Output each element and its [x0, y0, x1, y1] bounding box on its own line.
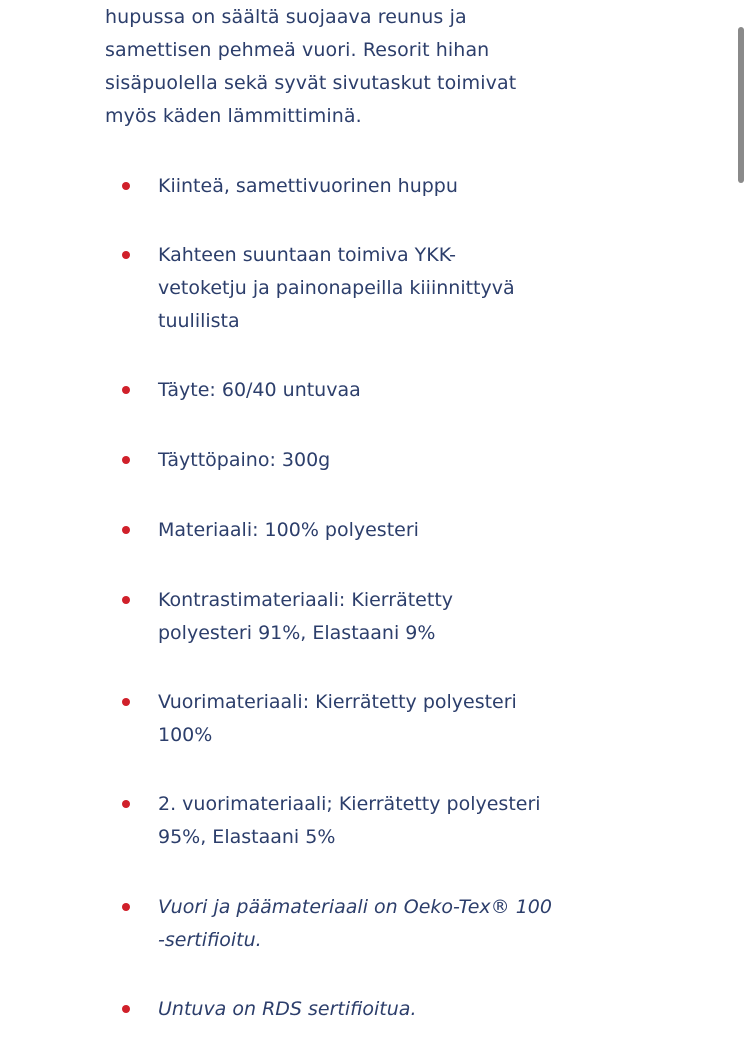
- list-item: [105, 891, 555, 957]
- list-item: [105, 686, 555, 752]
- feature-text: Materiaali: 100% polyesteri: [158, 519, 419, 541]
- list-item: [105, 788, 555, 854]
- scrollbar-thumb[interactable]: [738, 27, 744, 183]
- feature-text: Täyttöpaino: 300g: [158, 449, 331, 471]
- feature-text: Vuorimateriaali: Kierrätetty polyesteri 100%: [158, 691, 517, 746]
- feature-text: Täyte: 60/40 untuvaa: [158, 379, 361, 401]
- bullet-icon: [122, 182, 130, 190]
- feature-text: Untuva on RDS sertifioitua.: [158, 998, 417, 1020]
- list-item: [105, 239, 555, 338]
- list-item: [105, 444, 555, 477]
- bullet-icon: [122, 386, 130, 394]
- bullet-icon: [122, 596, 130, 604]
- bullet-icon: [122, 1005, 130, 1013]
- list-item: [105, 993, 555, 1026]
- list-item: [105, 584, 555, 650]
- feature-text: Kahteen suuntaan toimiva YKK-vetoketju ja painonapeilla kiiinnittyvä tuulilista: [158, 244, 515, 332]
- intro-paragraph: hupussa on säältä suojaava reunus ja samettisen pehmeä vuori. Resorit hihan sisäpuolella sekä syvät sivutaskut toimivat myös käden lämmittiminä.: [105, 6, 517, 127]
- list-item: [105, 514, 555, 547]
- feature-text: Kontrastimateriaali: Kierrätetty polyesteri 91%, Elastaani 9%: [158, 589, 454, 644]
- list-item: [105, 374, 555, 407]
- product-description: [105, 1, 545, 133]
- bullet-icon: [122, 251, 130, 259]
- bullet-icon: [122, 800, 130, 808]
- bullet-icon: [122, 456, 130, 464]
- bullet-icon: [122, 698, 130, 706]
- feature-text: 2. vuorimateriaali; Kierrätetty polyesteri 95%, Elastaani 5%: [158, 793, 541, 848]
- list-item: [105, 170, 555, 203]
- bullet-icon: [122, 526, 130, 534]
- feature-text: Vuori ja päämateriaali on Oeko-Tex® 100 -sertifioitu.: [158, 896, 552, 951]
- bullet-icon: [122, 903, 130, 911]
- feature-text: Kiinteä, samettivuorinen huppu: [158, 175, 458, 197]
